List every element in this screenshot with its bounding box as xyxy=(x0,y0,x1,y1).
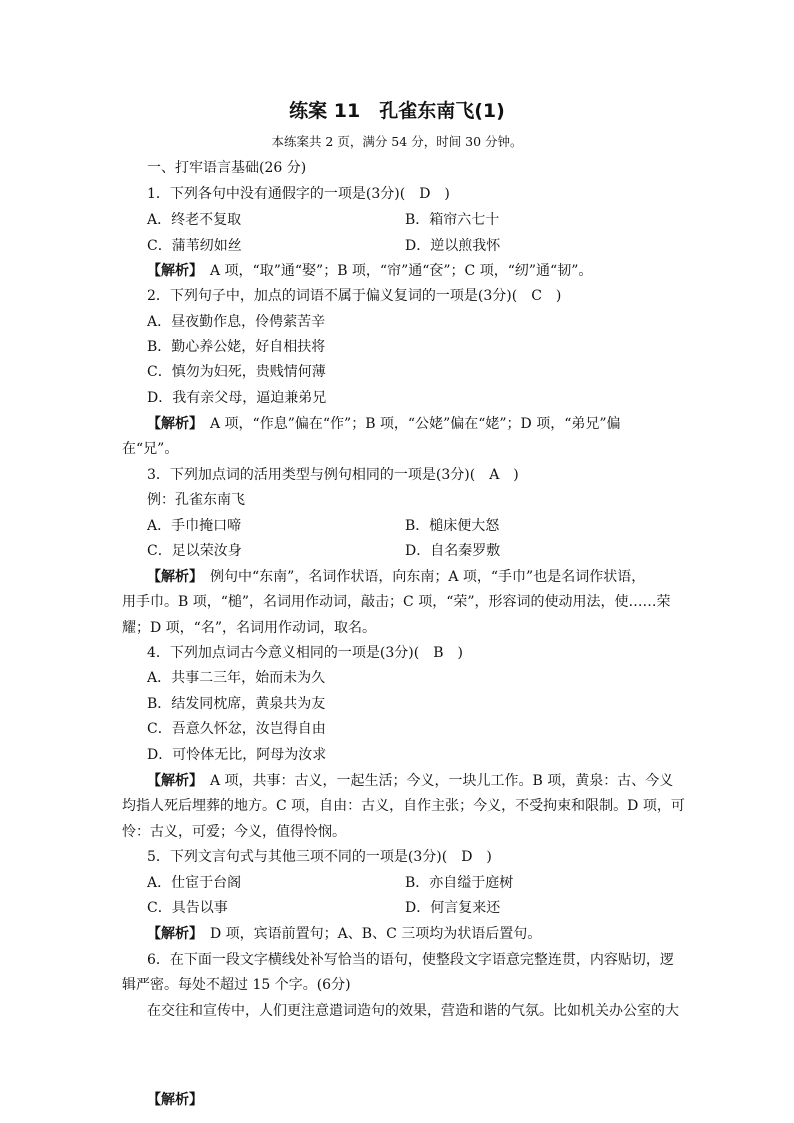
q5-option-c: C．具告以事 xyxy=(147,900,228,916)
q3-example: 例：孔雀东南飞 xyxy=(147,492,245,508)
q1-analysis-text: A 项，“取”通“娶”；B 项，“帘”通“奁”；C 项，“纫”通“韧”。 xyxy=(196,263,593,279)
q3-analysis-line-1 xyxy=(147,567,645,587)
analysis-tag: 【解析】 xyxy=(147,263,196,279)
q5-analysis xyxy=(147,924,541,944)
analysis-tag: 【解析】 xyxy=(147,569,196,585)
q4-option-a: A．共事二三年，始而未为久 xyxy=(147,670,326,686)
analysis-tag: 【解析】 xyxy=(147,416,196,432)
q3-option-b: B．槌床便大怒 xyxy=(405,518,500,534)
q4-analysis-line-1 xyxy=(147,771,673,791)
analysis-tag: 【解析】 xyxy=(147,1092,203,1108)
q3-option-c: C．足以荣汝身 xyxy=(147,543,242,559)
q2-option-a: A．昼夜勤作息，伶俜萦苦辛 xyxy=(147,314,326,330)
analysis-tag: 【解析】 xyxy=(147,773,196,789)
q2-stem: 2．下列句子中，加点的词语不属于偏义复词的一项是(3分)( C ) xyxy=(147,288,562,304)
q5-stem: 5．下列文言句式与其他三项不同的一项是(3分)( D ) xyxy=(147,849,492,865)
q1-option-b: B．箱帘六七十 xyxy=(405,212,500,228)
q2-analysis-line-1 xyxy=(147,414,621,434)
q5-analysis-text: D 项，宾语前置句；A、B、C 三项均为状语后置句。 xyxy=(196,926,542,942)
q3-stem: 3．下列加点词的活用类型与例句相同的一项是(3分)( A ) xyxy=(147,467,519,483)
q2-analysis-text-1: A 项，“作息”偏在“作”；B 项，“公姥”偏在“姥”；D 项，“弟兄”偏 xyxy=(196,416,621,432)
q6-analysis xyxy=(147,1090,203,1110)
section-heading: 一、打牢语言基础(26 分) xyxy=(147,160,307,176)
q5-option-b: B．亦自缢于庭树 xyxy=(405,875,514,891)
q4-option-b: B．结发同枕席，黄泉共为友 xyxy=(147,696,326,712)
analysis-tag: 【解析】 xyxy=(147,926,196,942)
q4-analysis-line-3: 怜：古义，可爱；今义，值得怜悯。 xyxy=(122,824,346,840)
q3-option-a: A．手巾掩口啼 xyxy=(147,518,242,534)
q4-option-d: D．可怜体无比，阿母为汝求 xyxy=(147,747,327,763)
q1-stem: 1．下列各句中没有通假字的一项是(3分)( D ) xyxy=(147,186,450,202)
q3-option-d: D．自名秦罗敷 xyxy=(405,543,501,559)
q3-analysis-line-3: 耀；D 项，“名”，名词用作动词，取名。 xyxy=(122,620,376,636)
q2-analysis-line-2: 在“兄”。 xyxy=(122,441,179,457)
page-title: 练案 11 孔雀东南飞(1) xyxy=(289,100,505,122)
q1-option-c: C．蒲苇纫如丝 xyxy=(147,238,242,254)
q1-option-d: D．逆以煎我怀 xyxy=(405,238,501,254)
q4-analysis-line-2: 均指人死后埋葬的地方。C 项，自由：古义，自作主张；今义，不受拘束和限制。D 项，可 xyxy=(122,798,685,814)
q1-analysis xyxy=(147,261,592,281)
q1-option-a: A．终老不复取 xyxy=(147,212,242,228)
q2-option-c: C．慎勿为妇死，贵贱情何薄 xyxy=(147,364,326,380)
q6-stem-line-1: 6．在下面一段文字横线处补写恰当的语句，使整段文字语意完整连贯，内容贴切，逻 xyxy=(147,952,674,968)
q2-option-b: B．勤心养公姥，好自相扶将 xyxy=(147,339,326,355)
q5-option-a: A．仕宦于台阁 xyxy=(147,875,242,891)
page-subtitle: 本练案共 2 页，满分 54 分，时间 30 分钟。 xyxy=(271,134,523,149)
q6-stem-line-2: 辑严密。每处不超过 15 个字。(6分) xyxy=(122,977,351,993)
q2-option-d: D．我有亲父母，逼迫兼弟兄 xyxy=(147,390,327,406)
q3-analysis-line-2: 用手巾。B 项，“槌”，名词用作动词，敲击；C 项，“荣”，形容词的使动用法，使……荣 xyxy=(122,594,671,610)
q5-option-d: D．何言复来还 xyxy=(405,900,501,916)
q3-analysis-text-1: 例句中“东南”，名词作状语，向东南；A 项，“手巾”也是名词作状语， xyxy=(196,569,646,585)
q6-passage-line-1: 在交往和宣传中，人们更注意遣词造句的效果，营造和谐的气氛。比如机关办公室的大 xyxy=(147,1003,679,1019)
q4-analysis-text-1: A 项，共事：古义，一起生活；今义，一块儿工作。B 项，黄泉：古、今义 xyxy=(196,773,674,789)
q4-option-c: C．吾意久怀忿，汝岂得自由 xyxy=(147,721,326,737)
q4-stem: 4．下列加点词古今意义相同的一项是(3分)( B ) xyxy=(147,645,463,661)
